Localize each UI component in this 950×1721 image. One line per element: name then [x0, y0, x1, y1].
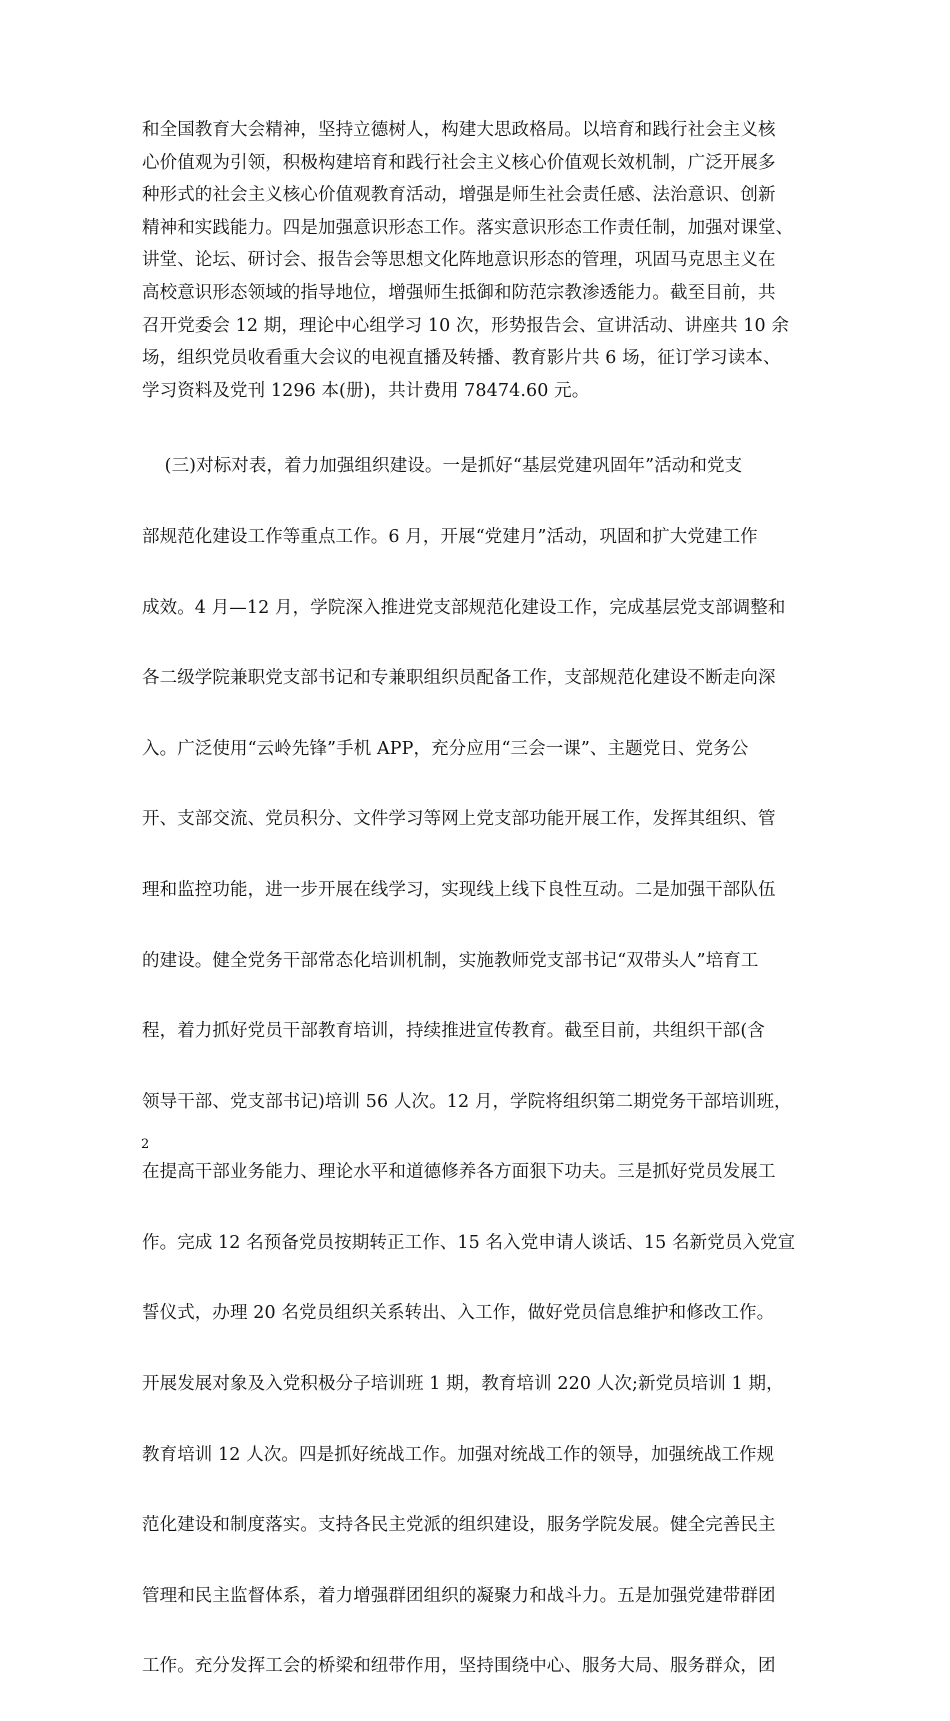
text-line: 种形式的社会主义核心价值观教育活动，增强是师生社会责任感、法治意识、创新 — [142, 185, 776, 206]
text-line: 作。完成 12 名预备党员按期转正工作、15 名入党申请人谈话、15 名新党员入党宣 — [142, 1232, 796, 1253]
text-line: 开、支部交流、党员积分、文件学习等网上党支部功能开展工作，发挥其组织、管 — [142, 809, 776, 830]
paragraph-2 — [142, 412, 822, 1721]
text-line: (三)对标对表，着力加强组织建设。一是抓好“基层党建巩固年”活动和党支 — [142, 456, 743, 477]
text-line: 心价值观为引领，积极构建培育和践行社会主义核心价值观长效机制，广泛开展多 — [142, 152, 776, 173]
page-number: 2 — [141, 1137, 150, 1152]
text-line: 入。广泛使用“云岭先锋”手机 APP，充分应用“三会一课”、主题党日、党务公 — [142, 738, 749, 759]
text-line: 场，组织党员收看重大会议的电视直播及转播、教育影片共 6 场，征订学习读本、 — [142, 348, 781, 369]
text-line: 程，着力抓好党员干部教育培训，持续推进宣传教育。截至目前，共组织干部(含 — [142, 1021, 765, 1042]
text-line: 开展发展对象及入党积极分子培训班 1 期，教育培训 220 人次;新党员培训 1 期， — [142, 1374, 784, 1395]
text-line: 工作。充分发挥工会的桥梁和纽带作用，坚持围绕中心、服务大局、服务群众，团 — [142, 1656, 776, 1677]
text-line: 的建设。健全党务干部常态化培训机制，实施教师党支部书记“双带头人”培育工 — [142, 950, 759, 971]
text-line: 各二级学院兼职党支部书记和专兼职组织员配备工作，支部规范化建设不断走向深 — [142, 668, 776, 689]
text-line: 理和监控功能，进一步开展在线学习，实现线上线下良性互动。二是加强干部队伍 — [142, 879, 776, 900]
text-line: 部规范化建设工作等重点工作。6 月，开展“党建月”活动，巩固和扩大党建工作 — [142, 526, 758, 547]
text-line: 范化建设和制度落实。支持各民主党派的组织建设，服务学院发展。健全完善民主 — [142, 1515, 776, 1536]
text-line: 领导干部、党支部书记)培训 56 人次。12 月，学院将组织第二期党务干部培训班， — [142, 1091, 792, 1112]
text-line: 和全国教育大会精神，坚持立德树人，构建大思政格局。以培育和践行社会主义核 — [142, 120, 776, 140]
text-line: 教育培训 12 人次。四是抓好统战工作。加强对统战工作的领导，加强统战工作规 — [142, 1444, 775, 1465]
paragraph-1 — [142, 114, 822, 407]
text-line: 誓仪式，办理 20 名党员组织关系转出、入工作，做好党员信息维护和修改工作。 — [142, 1303, 775, 1324]
text-line: 学习资料及党刊 1296 本(册)，共计费用 78474.60 元。 — [142, 380, 590, 401]
text-line: 管理和民主监督体系，着力增强群团组织的凝聚力和战斗力。五是加强党建带群团 — [142, 1585, 776, 1606]
text-line: 精神和实践能力。四是加强意识形态工作。落实意识形态工作责任制，加强对课堂、 — [142, 217, 794, 238]
text-line: 召开党委会 12 期，理论中心组学习 10 次，形势报告会、宣讲活动、讲座共 10 余 — [142, 315, 789, 336]
document-body — [142, 114, 822, 1721]
text-line: 讲堂、论坛、研讨会、报告会等思想文化阵地意识形态的管理，巩固马克思主义在 — [142, 250, 776, 271]
text-line: 成效。4 月—12 月，学院深入推进党支部规范化建设工作，完成基层党支部调整和 — [142, 597, 786, 618]
text-line: 高校意识形态领域的指导地位，增强师生抵御和防范宗教渗透能力。截至目前，共 — [142, 282, 776, 303]
text-line: 在提高干部业务能力、理论水平和道德修养各方面狠下功夫。三是抓好党员发展工 — [142, 1162, 776, 1183]
